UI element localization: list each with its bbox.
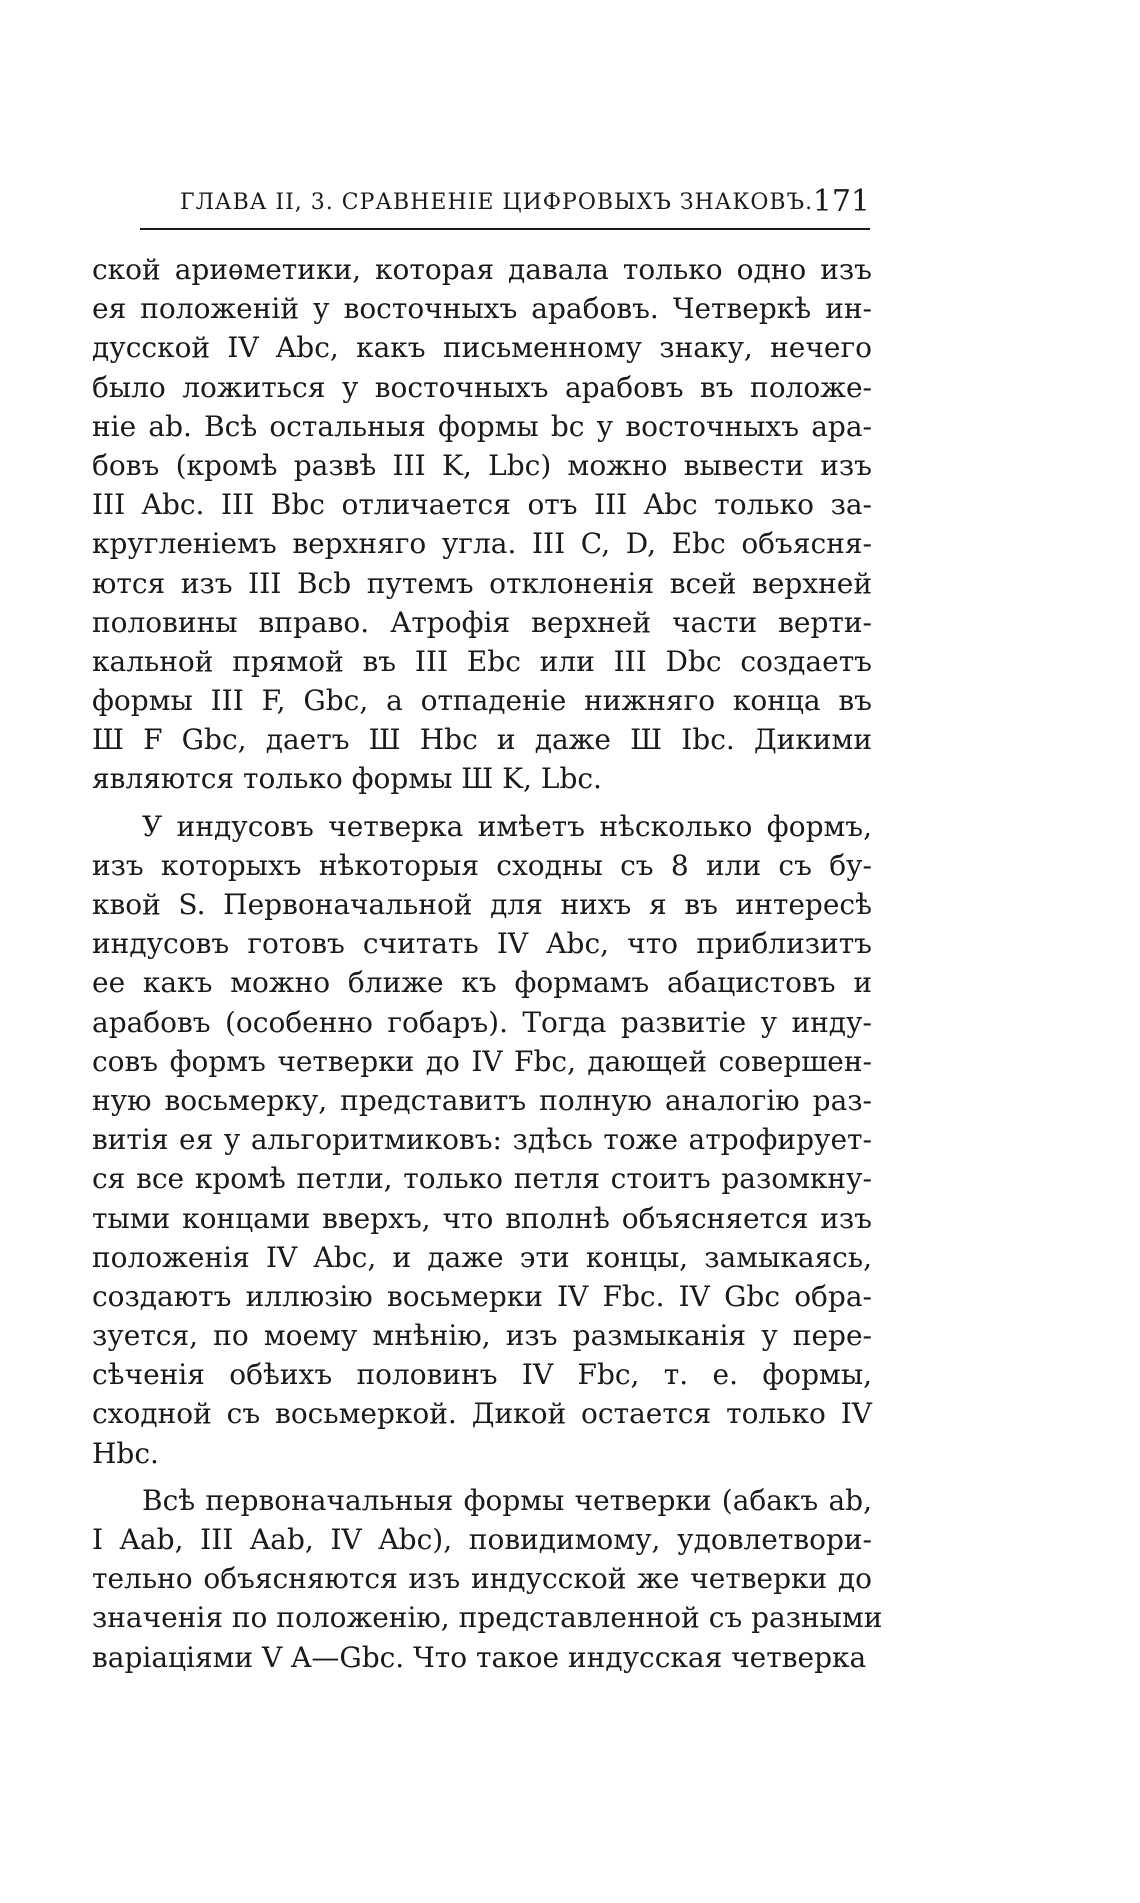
- text-line: ную восьмерку, представитъ полную аналогію раз-: [92, 1083, 872, 1117]
- text-line: формы III F, Gbc, а отпаденіе нижняго конца въ: [92, 684, 872, 718]
- text-line: сходной съ восьмеркой. Дикой остается только IV: [92, 1397, 872, 1431]
- text-line: индусовъ готовъ считать IV Abc, что приблизитъ: [92, 927, 872, 961]
- text-line: ее какъ можно ближе къ формамъ абацистовъ и: [92, 966, 872, 1000]
- text-line: Ш F Gbc, даетъ Ш Hbc и даже Ш Ibc. Дикими: [92, 723, 872, 757]
- paragraph: [92, 250, 872, 799]
- chapter-title: ГЛАВА II, 3. СРАВНЕНІЕ ЦИФРОВЫХЪ ЗНАКОВЪ.: [180, 190, 814, 215]
- text-line: зуется, по моему мнѣнію, изъ размыканія у пере-: [92, 1319, 872, 1353]
- text-line: бовъ (кромѣ развѣ III K, Lbc) можно вывести изъ: [92, 448, 872, 482]
- text-line: I Aab, III Aab, IV Abc), повидимому, удовлетвори-: [92, 1523, 872, 1556]
- text-line: квой S. Первоначальной для нихъ я въ интересѣ: [92, 888, 872, 921]
- text-line: значенія по положенію, представленной съ разными: [92, 1601, 883, 1635]
- text-line: положенія IV Abc, и даже эти концы, замыкаясь,: [92, 1240, 872, 1274]
- running-header: [140, 184, 870, 230]
- text-line: сѣченія обѣихъ половинъ IV Fbc, т. е. формы,: [92, 1358, 872, 1392]
- text-line: совъ формъ четверки до IV Fbc, дающей совершен-: [92, 1044, 872, 1078]
- text-line: было ложиться у восточныхъ арабовъ въ положе-: [92, 370, 872, 404]
- text-line: ніе ab. Всѣ остальныя формы bc у восточныхъ ара-: [92, 409, 872, 443]
- text-line: У индусовъ четверка имѣетъ нѣсколько формъ,: [142, 809, 872, 843]
- paragraph: [92, 807, 872, 1473]
- text-line: тельно объясняются изъ индусской же четверки до: [92, 1562, 872, 1596]
- text-line: ются изъ III Bcb путемъ отклоненія всей верхней: [92, 566, 872, 600]
- text-line: III Abc. III Bbc отличается отъ III Abc только за-: [92, 488, 872, 522]
- text-line: ея положеній у восточныхъ арабовъ. Четверкѣ ин-: [92, 292, 872, 326]
- text-line: кругленіемъ верхняго угла. III C, D, Ebc объясня-: [92, 527, 872, 561]
- text-line: дусской IV Abc, какъ письменному знаку, нечего: [92, 331, 872, 365]
- text-line: ской ариѳметики, которая давала только одно изъ: [92, 253, 872, 286]
- page-body: [92, 250, 883, 1677]
- paragraph-gap: [92, 1473, 872, 1481]
- text-line: создаютъ иллюзію восьмерки IV Fbc. IV Gbc обра-: [92, 1279, 872, 1313]
- text-line: изъ которыхъ нѣкоторыя сходны съ 8 или съ бу-: [92, 848, 872, 882]
- text-line: витія ея у альгоритмиковъ: здѣсь тоже атрофирует-: [92, 1123, 872, 1157]
- text-line: арабовъ (особенно гобаръ). Тогда развитіе у инду-: [92, 1005, 872, 1039]
- text-line: Всѣ первоначальныя формы четверки (абакъ ab,: [142, 1483, 872, 1517]
- text-line: Hbc.: [92, 1436, 159, 1470]
- text-line: являются только формы Ш K, Lbc.: [92, 762, 602, 796]
- text-line: тыми концами вверхъ, что вполнѣ объясняется изъ: [92, 1201, 872, 1235]
- text-line: ся все кромѣ петли, только петля стоитъ разомкну-: [92, 1162, 872, 1196]
- paragraph-gap: [92, 799, 872, 807]
- text-line: варіаціями V A—Gbc. Что такое индусская четверка: [92, 1640, 867, 1674]
- page-number: 171: [812, 184, 870, 219]
- text-line: кальной прямой въ III Ebc или III Dbc создаетъ: [92, 644, 872, 678]
- header-rule: [140, 228, 870, 230]
- text-line: половины вправо. Атрофія верхней части верти-: [92, 605, 872, 639]
- paragraph: [92, 1481, 883, 1677]
